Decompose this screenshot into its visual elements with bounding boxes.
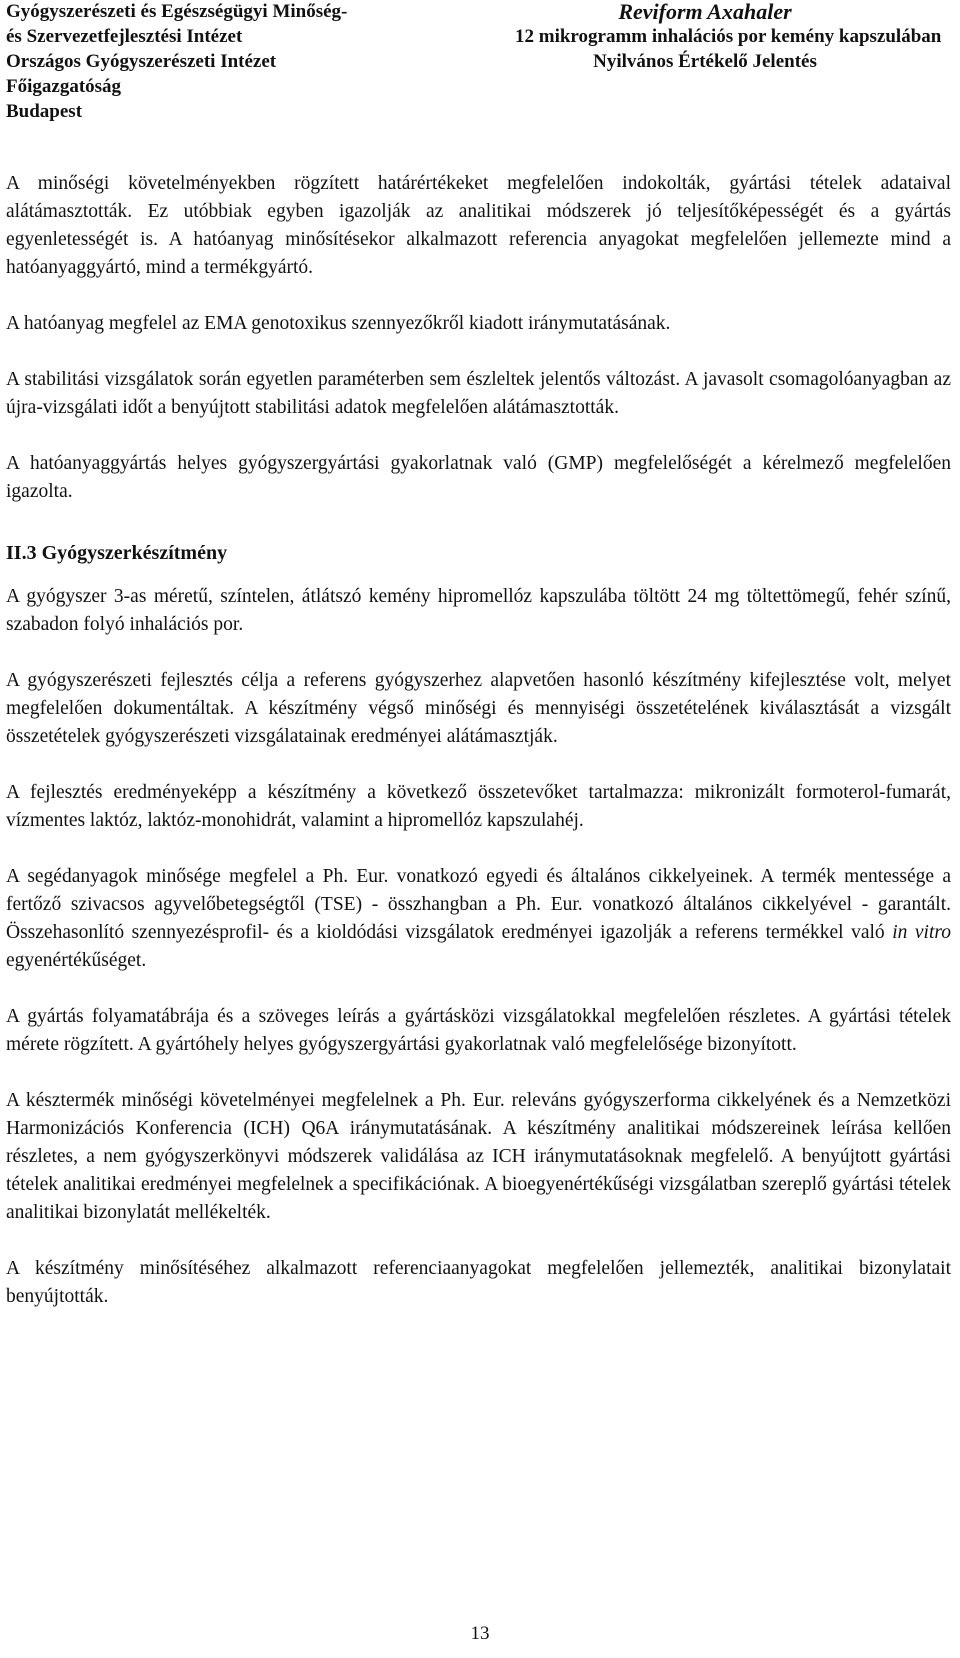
excipients-text-end: egyenértékűséget. xyxy=(6,950,147,971)
in-vitro-term: in vitro xyxy=(892,922,951,943)
agency-line-2: és Szervezetfejlesztési Intézet xyxy=(6,26,243,47)
agency-block xyxy=(6,0,347,124)
paragraph-composition: A fejlesztés eredményeképp a készítmény a következő összetevőket tartalmazza: mikronizált formoterol-fumarát, vízmentes laktóz, laktóz-monohidrát, valamint a hipromellóz kapszulahéj. xyxy=(6,782,951,831)
excipients-text-start: A segédanyagok minősége megfelel a Ph. Eur. vonatkozó egyedi és általános cikkelyeinek. A termék mentessége a fertőző szivacsos agyvelőbetegségtől (TSE) - összhangban a Ph. Eur. vonatkozó általános cikkelyével - garantált. Összehasonlító szennyezésprofil- és a kioldódási vizsgálatok eredményei igazolják a referens termékkel való xyxy=(6,866,951,943)
product-subtitle: 12 mikrogramm inhalációs por kemény kapszulában xyxy=(515,26,942,47)
paragraph-genotoxic: A hatóanyag megfelel az EMA genotoxikus szennyezőkről kiadott iránymutatásának. xyxy=(6,313,671,334)
paragraph-development: A gyógyszerészeti fejlesztés célja a referens gyógyszerhez alapvetően hasonló készítmény kifejlesztése volt, melyet megfelelően dokumentáltak. A készítmény végső minőségi és mennyiségi összetételének kiválasztását a vizsgált összetételek gyógyszerészeti vizsgálatainak eredményei alátámasztják. xyxy=(6,670,951,747)
document-body xyxy=(6,170,951,1339)
paragraph-specifications: A késztermék minőségi követelményei megfelelnek a Ph. Eur. releváns gyógyszerforma cikkelyének és a Nemzetközi Harmonizációs Konferencia (ICH) Q6A iránymutatásának. A készítmény analitikai módszereinek leírása kellően részletes, a nem gyógyszerkönyvi módszerek validálása az ICH iránymutatásoknak megfelelő. A benyújtott gyártási tételek analitikai eredményei megfelelnek a specifikációnak. A bioegyenértékűségi vizsgálatban szereplő gyártási tételek analitikai bizonylatát mellékelték. xyxy=(6,1090,951,1223)
page-number: 13 xyxy=(470,1623,490,1644)
paragraph-stability: A stabilitási vizsgálatok során egyetlen paraméterben sem észleltek jelentős változást. A javasolt csomagolóanyagban az újra-vizsgálati időt a benyújtott stabilitási adatok megfelelően alátámasztották. xyxy=(6,369,951,418)
agency-line-5: Budapest xyxy=(6,101,83,122)
paragraph-reference-standards: A készítmény minősítéséhez alkalmazott referenciaanyagokat megfelelően jellemezték, analitikai bizonylatait benyújtották. xyxy=(6,1258,951,1307)
section-heading: II.3 Gyógyszerkészítmény xyxy=(6,542,228,564)
agency-line-1: Gyógyszerészeti és Egészségügyi Minőség- xyxy=(6,1,348,22)
page-header xyxy=(0,0,960,130)
agency-line-4: Főigazgatóság xyxy=(6,76,122,97)
paragraph-excipients xyxy=(6,863,951,975)
report-type: Nyilvános Értékelő Jelentés xyxy=(593,51,817,72)
paragraph-description: A gyógyszer 3-as méretű, színtelen, átlátszó kemény hipromellóz kapszulába töltött 24 mg töltettömegű, fehér színű, szabadon folyó inhalációs por. xyxy=(6,586,951,635)
paragraph-manufacturing: A gyártás folyamatábrája és a szöveges leírás a gyártásközi vizsgálatokkal megfelelően részletes. A gyártási tételek mérete rögzített. A gyártóhely helyes gyógyszergyártási gyakorlatnak való megfelelősége bizonyított. xyxy=(6,1006,951,1055)
paragraph-reference-materials: A minőségi követelményekben rögzített határértékeket megfelelően indokolták, gyártási tételek adataival alátámasztották. Ez utóbbiak egyben igazolják az analitikai módszerek jó teljesítőképességét és a gyártás egyenletességét is. A hatóanyag minősítésekor alkalmazott referencia anyagokat megfelelően jellemezte mind a hatóanyaggyártó, mind a termékgyártó. xyxy=(6,173,951,278)
agency-line-3: Országos Gyógyszerészeti Intézet xyxy=(6,51,277,72)
product-block xyxy=(515,0,942,74)
product-title: Reviform Axahaler xyxy=(618,0,792,24)
paragraph-gmp: A hatóanyaggyártás helyes gyógyszergyártási gyakorlatnak való (GMP) megfelelőségét a kérelmező megfelelően igazolta. xyxy=(6,453,951,502)
